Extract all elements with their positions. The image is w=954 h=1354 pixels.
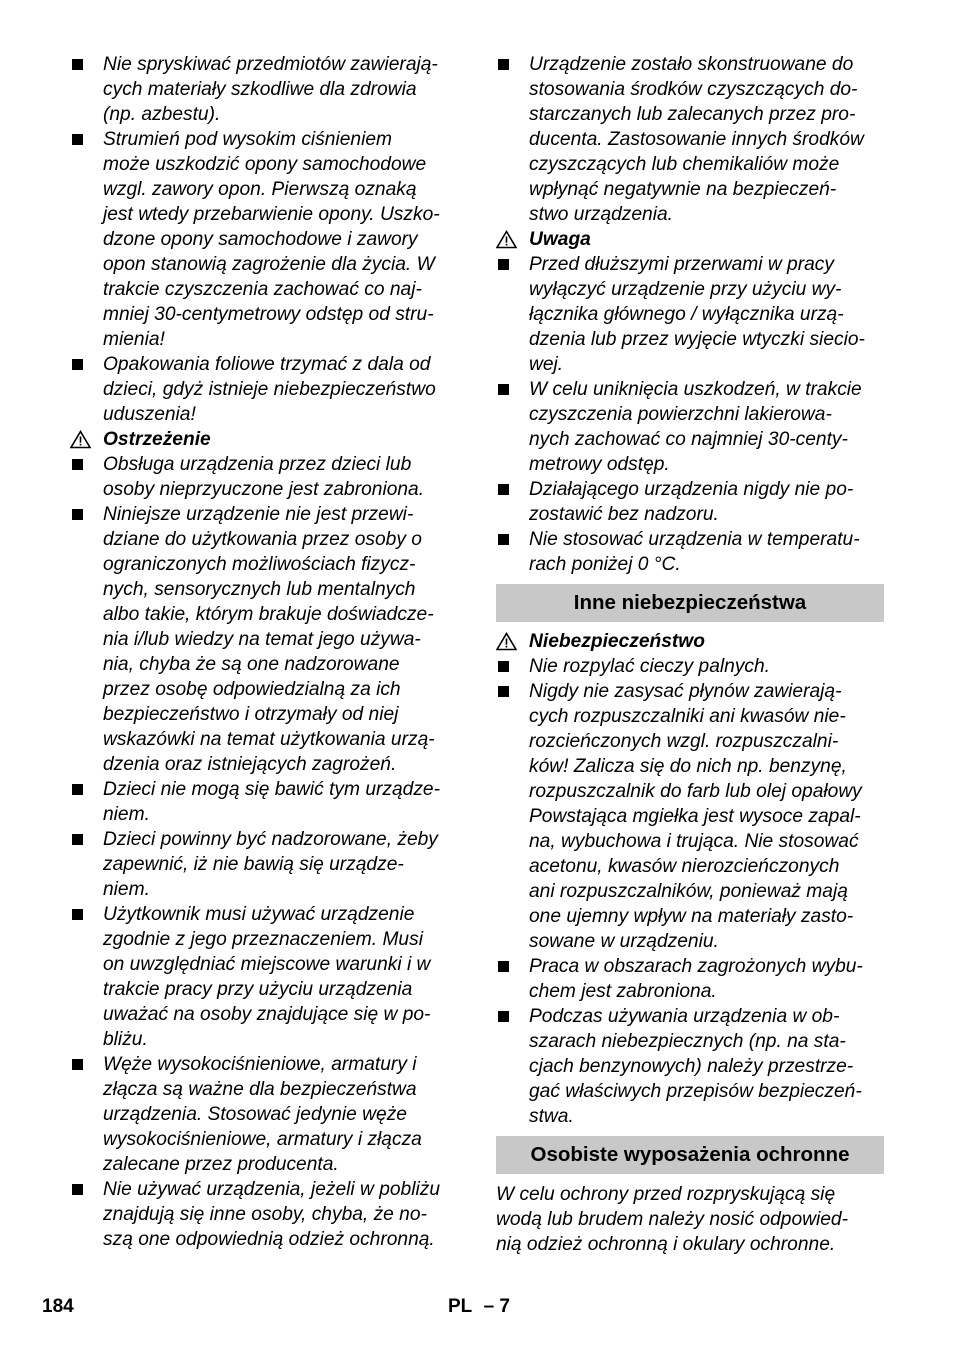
bullet-square-icon — [72, 359, 83, 370]
list-item: Nie stosować urządzenia w temperatu- rach poniżej 0 °C. — [496, 527, 884, 577]
list-item: Urządzenie zostało skonstruowane do stosowania środków czyszczących do- starczanych lub zalecanych przez pro- ducenta. Zastosowanie innych środków czyszczących lub chemikaliów może wpłynąć negatywnie na bezpieczeń- stwo urządzenia. — [496, 52, 884, 227]
left-column — [70, 52, 462, 1252]
section-heading-protective-equipment: Osobiste wyposażenia ochronne — [496, 1136, 884, 1174]
bullet-square-icon — [498, 59, 509, 70]
warning-heading: Ostrzeżenie — [70, 427, 462, 452]
bullet-square-icon — [72, 459, 83, 470]
bullet-list — [70, 452, 462, 1252]
bullet-square-icon — [72, 1184, 83, 1195]
bullet-square-icon — [498, 661, 509, 672]
right-column — [496, 52, 884, 1257]
bullet-square-icon — [72, 834, 83, 845]
page-number: 184 — [42, 1296, 74, 1317]
bullet-square-icon — [498, 384, 509, 395]
warning-triangle-icon — [70, 430, 91, 449]
bullet-square-icon — [72, 909, 83, 920]
bullet-square-icon — [498, 1011, 509, 1022]
list-item: Nie używać urządzenia, jeżeli w pobliżu znajdują się inne osoby, chyba, że no- szą one odpowiednią odzież ochronną. — [70, 1177, 462, 1252]
section-page-number: – 7 — [483, 1296, 510, 1317]
bullet-list — [70, 52, 462, 427]
bullet-square-icon — [498, 961, 509, 972]
list-item: Nie spryskiwać przedmiotów zawierają- cych materiały szkodliwe dla zdrowia (np. azbestu). — [70, 52, 462, 127]
list-item: Dzieci powinny być nadzorowane, żeby zapewnić, iż nie bawią się urządze- niem. — [70, 827, 462, 902]
list-item: Nie rozpylać cieczy palnych. — [496, 654, 884, 679]
list-item: Niniejsze urządzenie nie jest przewi- dziane do użytkowania przez osoby o ograniczonych możliwościach fizycz- nych, sensorycznych lub mentalnych albo takie, którym brakuje doświadcze- nia i/lub wiedzy na temat jego używa- nia, chyba że są one nadzorowane przez osobę odpowiedzialną za ich bezpieczeństwo i otrzymały od niej wskazówki na temat użytkowania urzą- dzenia oraz istniejących zagrożeń. — [70, 502, 462, 777]
caution-heading: Uwaga — [496, 227, 884, 252]
list-item: Przed dłuższymi przerwami w pracy wyłączyć urządzenie przy użyciu wy- łącznika głównego / wyłącznika urzą- dzenia lub przez wyjęcie wtyczki siecio- wej. — [496, 252, 884, 377]
warning-triangle-icon — [496, 632, 517, 651]
list-item: Działającego urządzenia nigdy nie po- zostawić bez nadzoru. — [496, 477, 884, 527]
section-heading-other-dangers: Inne niebezpieczeństwa — [496, 584, 884, 622]
bullet-square-icon — [498, 259, 509, 270]
list-item: Obsługa urządzenia przez dzieci lub osoby nieprzyuczone jest zabroniona. — [70, 452, 462, 502]
bullet-square-icon — [72, 784, 83, 795]
list-item: Strumień pod wysokim ciśnieniem może uszkodzić opony samochodowe wzgl. zawory opon. Pierwszą oznaką jest wtedy przebarwienie opony. Uszko- dzone opony samochodowe i zawory opon stanowią zagrożenie dla życia. W trakcie czyszczenia zachować co naj- mniej 30-centymetrowy odstęp od stru- mienia! — [70, 127, 462, 352]
bullet-square-icon — [72, 509, 83, 520]
warning-triangle-icon — [496, 230, 517, 249]
bullet-square-icon — [498, 484, 509, 495]
bullet-square-icon — [72, 59, 83, 70]
list-item: Dzieci nie mogą się bawić tym urządze- niem. — [70, 777, 462, 827]
bullet-list — [496, 52, 884, 227]
list-item: Podczas używania urządzenia w ob- szarach niebezpiecznych (np. na sta- cjach benzynowych) należy przestrze- gać właściwych przepisów bezpieczeń- stwa. — [496, 1004, 884, 1129]
list-item: Opakowania foliowe trzymać z dala od dzieci, gdyż istnieje niebezpieczeństwo uduszenia! — [70, 352, 462, 427]
protective-equipment-paragraph: W celu ochrony przed rozpryskującą się wodą lub brudem należy nosić odpowied- nią odzież ochronną i okulary ochronne. — [496, 1184, 848, 1255]
language-code: PL — [448, 1296, 473, 1317]
bullet-square-icon — [498, 534, 509, 545]
list-item: Użytkownik musi używać urządzenie zgodnie z jego przeznaczeniem. Musi on uwzględniać miejscowe warunki i w trakcie pracy przy użyciu urządzenia uważać na osoby znajdujące się w po- bliżu. — [70, 902, 462, 1052]
list-item: Nigdy nie zasysać płynów zawierają- cych rozpuszczalniki ani kwasów nie- rozcieńczonych wzgl. rozpuszczalni- ków! Zalicza się do nich np. benzynę, rozpuszczalnik do farb lub olej opałowy Powstająca mgiełka jest wysoce zapal- na, wybuchowa i trująca. Nie stosować acetonu, kwasów nierozcieńczonych ani rozpuszczalników, ponieważ mają one ujemny wpływ na materiały zasto- sowane w urządzeniu. — [496, 679, 884, 954]
list-item: Praca w obszarach zagrożonych wybu- chem jest zabroniona. — [496, 954, 884, 1004]
list-item: Węże wysokociśnieniowe, armatury i złącza są ważne dla bezpieczeństwa urządzenia. Stosować jedynie węże wysokociśnieniowe, armatury i złącza zalecane przez producenta. — [70, 1052, 462, 1177]
list-item: W celu uniknięcia uszkodzeń, w trakcie czyszczenia powierzchni lakierowa- nych zachować co najmniej 30-centy- metrowy odstęp. — [496, 377, 884, 477]
bullet-square-icon — [72, 1059, 83, 1070]
bullet-list — [496, 252, 884, 577]
danger-heading: Niebezpieczeństwo — [496, 629, 884, 654]
bullet-square-icon — [498, 686, 509, 697]
bullet-list — [496, 654, 884, 1129]
bullet-square-icon — [72, 134, 83, 145]
footer-language-section — [448, 1296, 510, 1318]
